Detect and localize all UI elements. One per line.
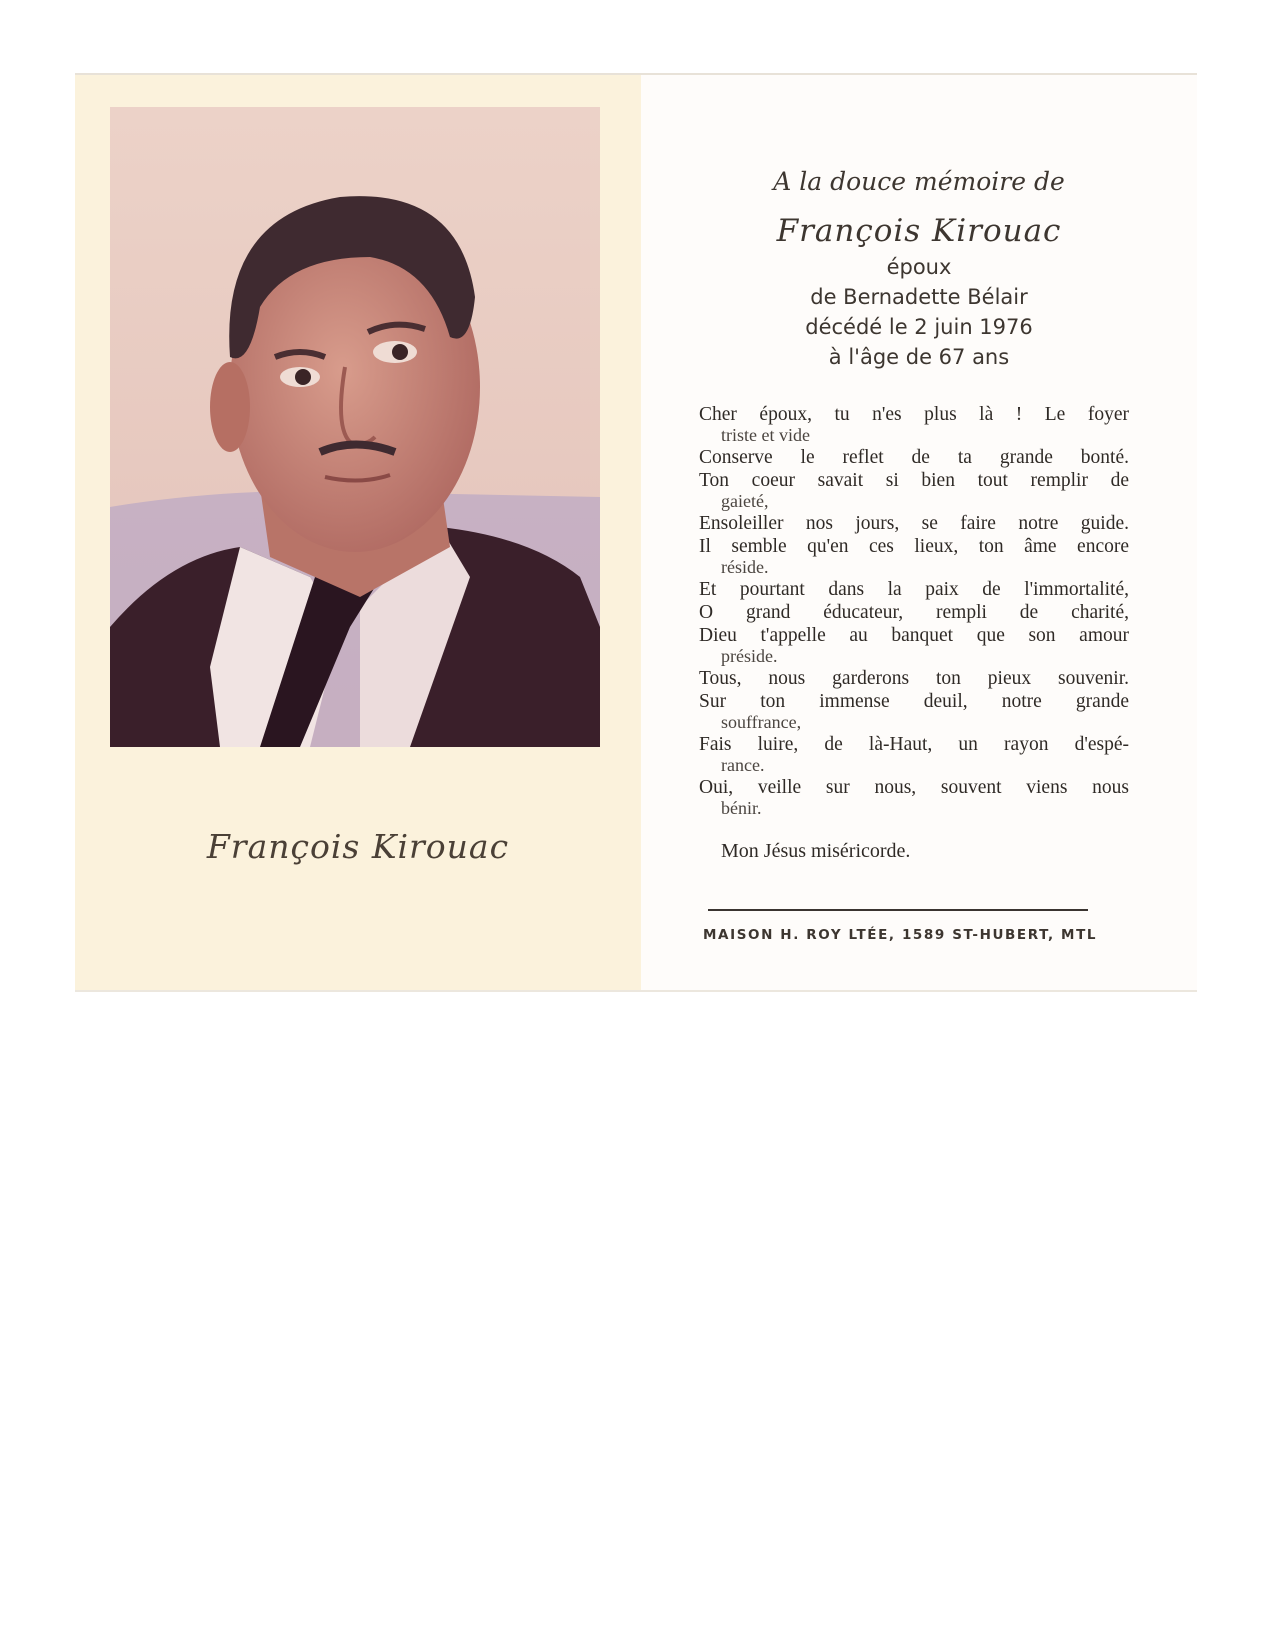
poem-verse <box>699 669 1129 689</box>
portrait-photo <box>110 107 600 747</box>
poem-line-continuation: triste et vide <box>721 425 810 445</box>
poem-verse <box>699 626 1129 666</box>
poem-line: Fais luire, de là-Haut, un rayon d'espé- <box>699 734 1129 755</box>
memorial-poem <box>699 405 1129 821</box>
poem-line: Sur ton immense deuil, notre grande <box>699 691 1129 712</box>
poem-verse <box>699 471 1129 511</box>
poem-line: Conserve le reflet de ta grande bonté. <box>699 447 1129 468</box>
text-panel <box>641 75 1197 990</box>
closing-prayer: Mon Jésus miséricorde. <box>721 840 911 862</box>
poem-line-continuation: bénir. <box>721 798 762 818</box>
poem-verse <box>699 580 1129 600</box>
deceased-name: François Kirouac <box>776 213 1062 249</box>
poem-verse <box>699 692 1129 732</box>
poem-line: Oui, veille sur nous, souvent viens nous <box>699 777 1129 798</box>
poem-line: Et pourtant dans la paix de l'immortalité, <box>699 579 1129 600</box>
poem-line: O grand éducateur, rempli de charité, <box>699 602 1129 623</box>
poem-line: Cher époux, tu n'es plus là ! Le foyer <box>699 404 1129 425</box>
photo-panel <box>75 75 641 990</box>
poem-line: Ensoleiller nos jours, se faire notre guide. <box>699 513 1129 534</box>
poem-line-continuation: rance. <box>721 755 765 775</box>
poem-line: Ton coeur savait si bien tout remplir de <box>699 470 1129 491</box>
memorial-heading: A la douce mémoire de <box>773 167 1065 196</box>
poem-line: Tous, nous garderons ton pieux souvenir. <box>699 668 1129 689</box>
relation-text: époux <box>886 255 952 279</box>
spouse-text: de Bernadette Bélair <box>810 285 1028 309</box>
divider-rule <box>708 909 1088 911</box>
poem-verse <box>699 735 1129 775</box>
poem-line-continuation: préside. <box>721 646 778 666</box>
poem-line-continuation: réside. <box>721 557 769 577</box>
memorial-card <box>75 75 1197 990</box>
poem-line: Il semble qu'en ces lieux, ton âme encore <box>699 536 1129 557</box>
poem-verse <box>699 514 1129 534</box>
printer-credit: MAISON H. ROY LTÉE, 1589 ST-HUBERT, MTL <box>703 927 1098 943</box>
age-text: à l'âge de 67 ans <box>828 345 1010 369</box>
death-date-text: décédé le 2 juin 1976 <box>805 315 1033 339</box>
poem-verse <box>699 405 1129 445</box>
portrait-illustration <box>110 107 600 747</box>
poem-verse <box>699 448 1129 468</box>
poem-line: Dieu t'appelle au banquet que son amour <box>699 625 1129 646</box>
poem-verse <box>699 778 1129 818</box>
poem-verse <box>699 537 1129 577</box>
poem-line-continuation: souffrance, <box>721 712 802 732</box>
poem-line-continuation: gaieté, <box>721 491 769 511</box>
poem-verse <box>699 603 1129 623</box>
photo-signature: François Kirouac <box>206 827 510 866</box>
